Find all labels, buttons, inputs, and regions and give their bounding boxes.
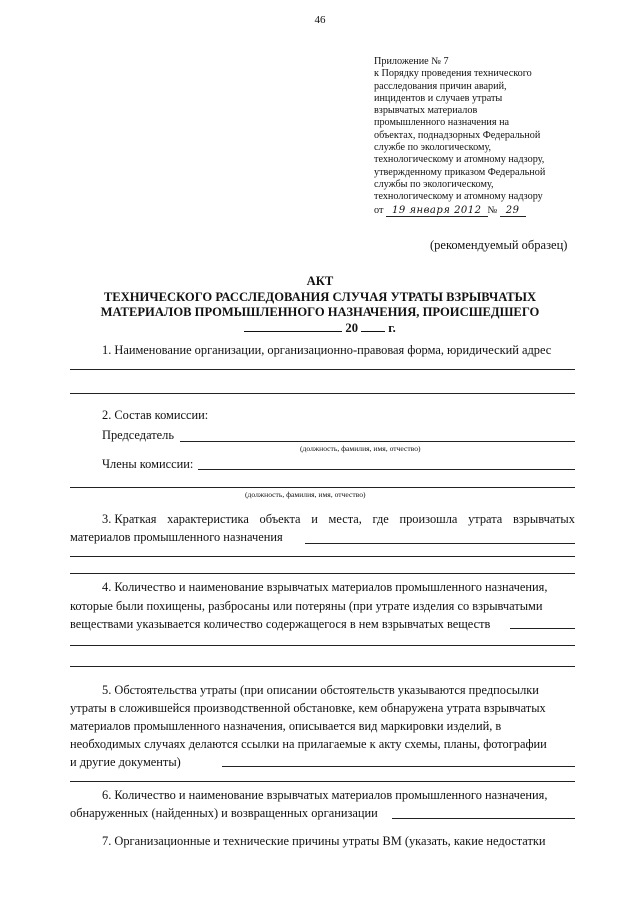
appendix-line: к Порядку проведения технического <box>374 68 532 80</box>
title-line-3: МАТЕРИАЛОВ ПРОМЫШЛЕННОГО НАЗНАЧЕНИЯ, ПРОИСШЕДШЕГО <box>100 305 540 319</box>
recommended-sample-note: (рекомендуемый образец) <box>430 238 568 252</box>
title-line-act: АКТ <box>306 274 334 288</box>
word: характеристика <box>167 512 249 526</box>
section-7-line-1: 7. Организационные и технические причины утраты ВМ (указать, какие недостатки <box>102 834 546 848</box>
appendix-line: технологическому и атомному надзору, <box>374 154 545 166</box>
fill-line[interactable] <box>70 393 575 394</box>
act-title <box>0 274 640 336</box>
fill-line[interactable] <box>70 573 575 574</box>
word: взрывчатых <box>512 512 575 526</box>
word: утрата <box>468 512 503 526</box>
members-hint: (должность, фамилия, имя, отчество) <box>245 490 366 499</box>
section-5-line-4: необходимых случаях делаются ссылки на прилагаемые к акту схемы, планы, фотографии <box>70 737 547 751</box>
title-line-2: ТЕХНИЧЕСКОГО РАССЛЕДОВАНИЯ СЛУЧАЯ УТРАТЫ ВЗРЫВЧАТЫХ <box>103 289 537 304</box>
word: и <box>311 512 318 526</box>
members-fill-line[interactable] <box>198 469 575 470</box>
fill-line[interactable] <box>70 781 575 782</box>
word: объекта <box>259 512 301 526</box>
fill-line[interactable] <box>70 556 575 557</box>
fill-line[interactable] <box>70 645 575 646</box>
fill-line[interactable] <box>222 766 575 767</box>
year-blank[interactable] <box>361 321 385 332</box>
appendix-line: службе по экологическому, <box>374 142 492 154</box>
section-4-line-2: которые были похищены, разбросаны или потеряны (при утрате изделия со взрывчатыми <box>70 599 543 613</box>
section-1-text: 1. Наименование организации, организационно-правовая форма, юридический адрес <box>102 343 552 357</box>
appendix-line: службы по экологическому, <box>374 178 494 190</box>
section-5-line-1: 5. Обстоятельства утраты (при описании обстоятельств указываются предпосылки <box>102 683 539 697</box>
appendix-line: технологическому и атомному надзору <box>374 191 543 203</box>
section-2-heading: 2. Состав комиссии: <box>102 408 209 422</box>
fill-line[interactable] <box>70 487 575 488</box>
section-5-line-3: материалов промышленного назначения, описывается вид маркировки изделий, в <box>70 719 502 733</box>
appendix-block <box>374 56 545 217</box>
year-suffix: г. <box>388 320 396 335</box>
appendix-line: инцидентов и случаев утраты <box>374 92 503 104</box>
section-6-line-2: обнаруженных (найденных) и возвращенных организации <box>70 806 378 820</box>
section-4-line-3: веществами указывается количество содержащегося в нем взрывчатых веществ <box>70 617 491 631</box>
date-prefix: от <box>374 204 384 216</box>
fill-line[interactable] <box>305 543 575 544</box>
appendix-line: утвержденному приказом Федеральной <box>374 166 546 178</box>
appendix-line: Приложение № 7 <box>374 56 449 67</box>
appendix-line: взрывчатых материалов <box>374 105 478 117</box>
appendix-date-line <box>374 205 545 217</box>
appendix-line: промышленного назначения на <box>374 117 510 129</box>
handwritten-date: 19 января 2012 <box>386 205 488 217</box>
chairman-label: Председатель <box>102 428 175 442</box>
appendix-line: расследования причин аварий, <box>374 80 507 92</box>
fill-line[interactable] <box>70 369 575 370</box>
date-blank[interactable] <box>244 321 342 332</box>
appendix-line: объектах, поднадзорных Федеральной <box>374 129 541 141</box>
number-sign: № <box>487 204 498 216</box>
word: где <box>372 512 389 526</box>
word: 3. Краткая <box>102 512 157 526</box>
title-date-line <box>0 321 640 337</box>
members-label: Члены комиссии: <box>102 457 194 471</box>
word: произошла <box>399 512 458 526</box>
section-3-line-2: материалов промышленного назначения <box>70 530 283 544</box>
section-5-line-2: утраты в сложившейся производственной обстановке, кем обнаружена утрата взрывчатых <box>70 701 546 715</box>
page-number: 46 <box>314 14 326 26</box>
year-prefix: 20 <box>345 320 358 335</box>
section-3-line-1 <box>102 512 575 527</box>
section-4-line-1: 4. Количество и наименование взрывчатых материалов промышленного назначения, <box>102 580 548 594</box>
chairman-fill-line[interactable] <box>180 441 575 442</box>
section-6-line-1: 6. Количество и наименование взрывчатых материалов промышленного назначения, <box>102 788 548 802</box>
section-5-line-5: и другие документы) <box>70 755 181 769</box>
chairman-hint: (должность, фамилия, имя, отчество) <box>300 444 421 453</box>
fill-line[interactable] <box>70 666 575 667</box>
handwritten-number: 29 <box>500 205 526 217</box>
fill-line[interactable] <box>392 818 575 819</box>
fill-line[interactable] <box>510 628 575 629</box>
word: места, <box>328 512 362 526</box>
